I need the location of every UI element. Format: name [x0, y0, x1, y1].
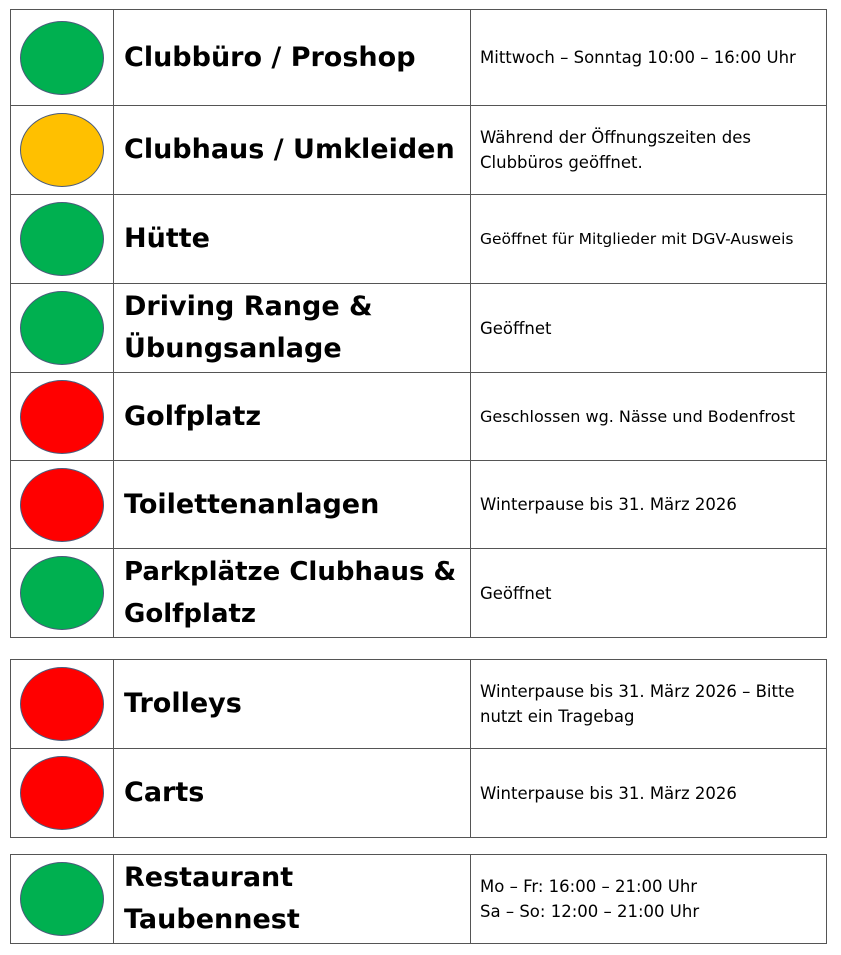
table-row-golfplatz	[11, 373, 827, 461]
table-row-driving-range	[11, 284, 827, 373]
facility-info: Geöffnet	[480, 318, 552, 338]
facility-name: Driving Range & Übungsanlage	[124, 291, 373, 364]
table-row-carts	[11, 749, 827, 838]
facility-info: Mittwoch – Sonntag 10:00 – 16:00 Uhr	[480, 48, 796, 67]
table-row-clubhaus	[11, 106, 827, 195]
facility-name: Trolleys	[124, 688, 242, 719]
status-light-icon	[20, 468, 104, 542]
facility-info: Geöffnet	[480, 583, 552, 603]
facility-status-table-equipment	[10, 659, 827, 838]
facility-info: Geschlossen wg. Nässe und Bodenfrost	[480, 407, 795, 426]
status-light-icon	[20, 113, 104, 187]
facility-name: Toilettenanlagen	[124, 488, 380, 520]
status-light-icon	[20, 862, 104, 936]
facility-name: Clubbüro / Proshop	[124, 41, 416, 73]
facility-info: Mo – Fr: 16:00 – 21:00 Uhr Sa – So: 12:00 – 21:00 Uhr	[480, 877, 700, 921]
status-light-icon	[20, 756, 104, 830]
table-row-toiletten	[11, 461, 827, 549]
facility-name: Restaurant Taubennest	[124, 862, 300, 935]
status-light-icon	[20, 667, 104, 741]
facility-info: Während der Öffnungszeiten des Clubbüros geöffnet.	[480, 128, 751, 172]
facility-info: Winterpause bis 31. März 2026	[480, 495, 737, 514]
facility-name: Hütte	[124, 223, 210, 254]
table-row-parkplaetze	[11, 549, 827, 638]
facility-status-table-main	[10, 9, 827, 638]
facility-name: Carts	[124, 777, 205, 808]
table-row-huette	[11, 195, 827, 284]
status-light-icon	[20, 380, 104, 454]
facility-status-table-restaurant	[10, 854, 827, 944]
facility-name: Parkplätze Clubhaus & Golfplatz	[124, 557, 457, 629]
facility-name: Golfplatz	[124, 400, 262, 432]
status-light-icon	[20, 202, 104, 276]
facility-info: Winterpause bis 31. März 2026 – Bitte nutzt ein Tragebag	[480, 682, 795, 726]
facility-name: Clubhaus / Umkleiden	[124, 134, 455, 165]
facility-info: Winterpause bis 31. März 2026	[480, 783, 737, 803]
table-row-restaurant	[11, 855, 827, 944]
status-light-icon	[20, 291, 104, 365]
status-light-icon	[20, 21, 104, 95]
table-row-clubbuero	[11, 10, 827, 106]
status-light-icon	[20, 556, 104, 630]
facility-info: Geöffnet für Mitglieder mit DGV-Ausweis	[480, 229, 794, 248]
table-row-trolleys	[11, 660, 827, 749]
